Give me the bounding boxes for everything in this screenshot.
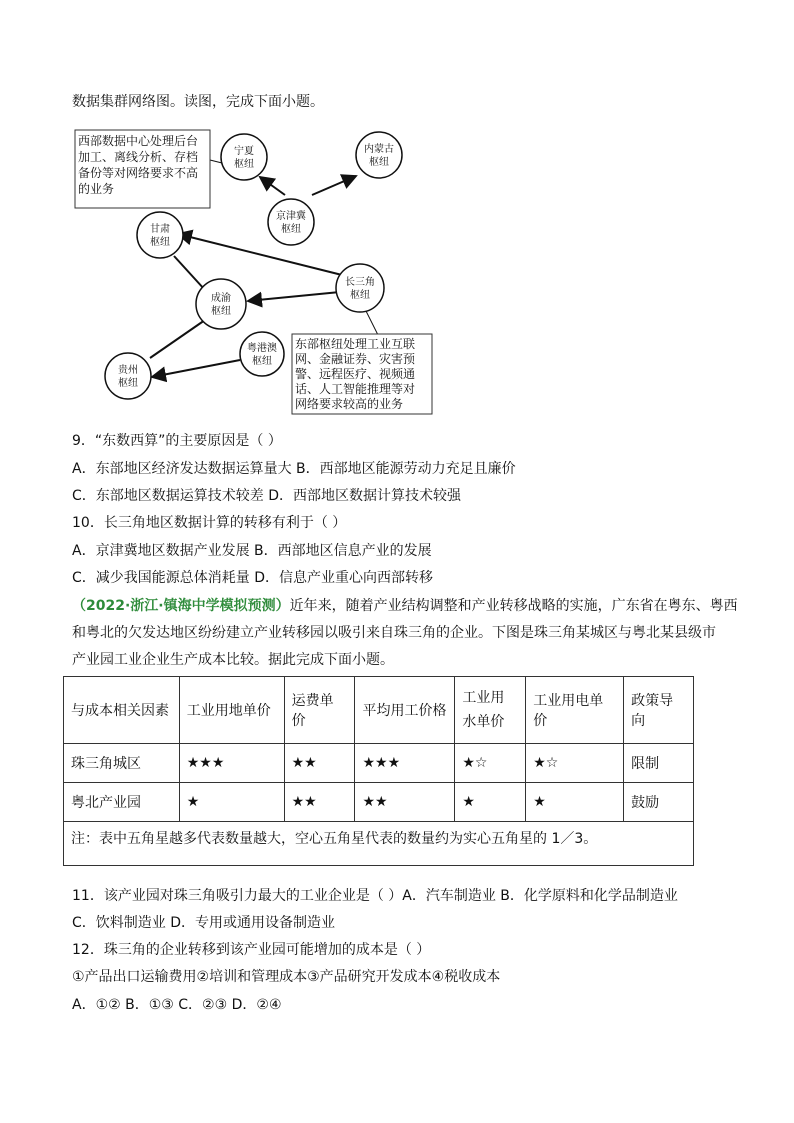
east-note-line: 网络要求较高的业务 bbox=[295, 397, 404, 411]
passage-line-2: 和粤北的欠发达地区纷纷建立产业转移园以吸引来自珠三角的企业。下图是珠三角某城区与粤北某县级市 bbox=[72, 625, 716, 641]
west-note-line: 备份等对网络要求不高 bbox=[78, 166, 199, 180]
table-cell: 粤北产业园 bbox=[64, 783, 180, 822]
passage-line-3: 产业园工业企业生产成本比较。据此完成下面小题。 bbox=[72, 652, 394, 668]
svg-text:京津冀: 京津冀 bbox=[276, 211, 306, 222]
q10-options-cd: C．减少我国能源总体消耗量 D．信息产业重心向西部转移 bbox=[72, 570, 434, 586]
q12-items: ①产品出口运输费用②培训和管理成本③产品研究开发成本④税收成本 bbox=[72, 969, 501, 985]
svg-text:东部枢纽处理工业互联 网、金融证券、灾害预 bbox=[295, 336, 419, 411]
arrow-changsanjiao-chengyu bbox=[248, 292, 340, 301]
header-cell: 与成本相关因素 bbox=[64, 677, 180, 744]
table-row bbox=[64, 783, 694, 822]
svg-text:枢纽: 枢纽 bbox=[234, 159, 254, 170]
question-source: （2022·浙江·镇海中学模拟预测） bbox=[72, 598, 290, 614]
q9-options-ab: A．东部地区经济发达数据运算量大 B．西部地区能源劳动力充足且廉价 bbox=[72, 461, 516, 477]
table-cell: ★★ bbox=[284, 783, 355, 822]
arrow-changsanjiao-gansu bbox=[178, 234, 342, 275]
header-cell: 平均用工价格 bbox=[355, 677, 455, 744]
header-cell: 运费单价 bbox=[284, 677, 355, 744]
svg-text:宁夏: 宁夏 bbox=[234, 146, 254, 157]
table-cell: 限制 bbox=[624, 744, 694, 783]
svg-text:长三角: 长三角 bbox=[345, 277, 375, 288]
arrow-jingjinji-ningxia bbox=[260, 177, 285, 195]
table-cell: 珠三角城区 bbox=[64, 744, 180, 783]
node-chengyu bbox=[196, 279, 246, 329]
svg-text:枢纽: 枢纽 bbox=[369, 157, 389, 168]
west-note-line: 加工、离线分析、存档 bbox=[78, 150, 199, 164]
table-header-row bbox=[64, 677, 694, 744]
west-note-line: 西部数据中心处理后台 bbox=[78, 134, 199, 148]
table-cell: ★ bbox=[179, 783, 284, 822]
table-cell: ★ bbox=[526, 783, 624, 822]
q9-options-cd: C．东部地区数据运算技术较差 D．西部地区数据计算技术较强 bbox=[72, 488, 462, 504]
q11-stem: 11．该产业园对珠三角吸引力最大的工业企业是（ ）A．汽车制造业 B．化学原料和化学品制造业 bbox=[72, 888, 678, 904]
svg-text:成渝: 成渝 bbox=[211, 293, 231, 304]
node-guizhou bbox=[105, 353, 151, 399]
q10-options-ab: A．京津冀地区数据产业发展 B．西部地区信息产业的发展 bbox=[72, 543, 432, 559]
node-gansu bbox=[137, 212, 183, 258]
svg-text:枢纽: 枢纽 bbox=[281, 224, 301, 235]
header-cell: 政策导向 bbox=[624, 677, 694, 744]
arrow-yuegangao-guizhou bbox=[152, 360, 240, 377]
table-note-row bbox=[64, 822, 694, 866]
svg-text:枢纽: 枢纽 bbox=[211, 306, 231, 317]
header-cell: 工业用地单价 bbox=[179, 677, 284, 744]
table-cell: ★☆ bbox=[526, 744, 624, 783]
q10-stem: 10．长三角地区数据计算的转移有利于（ ） bbox=[72, 515, 347, 531]
q12-stem: 12．珠三角的企业转移到该产业园可能增加的成本是（ ） bbox=[72, 942, 431, 958]
west-note-callout bbox=[75, 130, 210, 208]
east-note-line: 网、金融证券、灾害预 bbox=[295, 352, 416, 366]
svg-text:甘肃: 甘肃 bbox=[150, 224, 170, 235]
table-cell: ★ bbox=[455, 783, 526, 822]
intro-text: 数据集群网络图。读图，完成下面小题。 bbox=[72, 94, 324, 110]
east-note-line: 话、人工智能推理等对 bbox=[295, 382, 416, 396]
cost-comparison-table bbox=[63, 676, 694, 866]
table-cell: ★☆ bbox=[455, 744, 526, 783]
data-center-network-diagram bbox=[0, 0, 794, 430]
svg-text:枢纽: 枢纽 bbox=[350, 290, 370, 301]
q9-stem: 9．“东数西算”的主要原因是（ ） bbox=[72, 433, 282, 449]
arrow-jingjinji-neimenggu bbox=[312, 176, 356, 195]
table-cell: ★★ bbox=[355, 783, 455, 822]
table-row bbox=[64, 744, 694, 783]
header-cell: 工业用水单价 bbox=[455, 677, 526, 744]
svg-text:枢纽: 枢纽 bbox=[118, 378, 138, 389]
table-cell: ★★★ bbox=[179, 744, 284, 783]
node-yuegangao bbox=[240, 332, 284, 376]
node-jingjinji bbox=[268, 199, 314, 245]
svg-text:枢纽: 枢纽 bbox=[150, 237, 170, 248]
table-cell: ★★ bbox=[284, 744, 355, 783]
table-cell: 鼓励 bbox=[624, 783, 694, 822]
table-cell: ★★★ bbox=[355, 744, 455, 783]
east-note-line: 东部枢纽处理工业互联 bbox=[295, 337, 416, 351]
node-neimenggu bbox=[356, 132, 402, 178]
q12-options: A．①② B．①③ C．②③ D．②④ bbox=[72, 997, 282, 1013]
east-note-callout bbox=[292, 334, 432, 414]
table-note: 注：表中五角星越多代表数量越大，空心五角星代表的数量约为实心五角星的 1／3。 bbox=[64, 822, 694, 866]
svg-text:粤港澳: 粤港澳 bbox=[247, 343, 277, 354]
passage-line-1: （2022·浙江·镇海中学模拟预测）近年来，随着产业结构调整和产业转移战略的实施，广东省在粤东、粤西 bbox=[72, 598, 738, 614]
header-cell: 工业用电单价 bbox=[526, 677, 624, 744]
svg-text:内蒙古: 内蒙古 bbox=[364, 144, 394, 155]
east-note-line: 警、远程医疗、视频通 bbox=[295, 367, 416, 381]
node-changsanjiao bbox=[336, 264, 384, 312]
west-note-line: 的业务 bbox=[78, 182, 115, 196]
node-ningxia bbox=[221, 134, 267, 180]
svg-text:贵州: 贵州 bbox=[118, 365, 138, 376]
svg-text:枢纽: 枢纽 bbox=[252, 356, 272, 367]
line-chengyu-guizhou bbox=[150, 320, 205, 358]
line-chengyu-gansu bbox=[174, 256, 205, 290]
q11-options-cd: C．饮料制造业 D．专用或通用设备制造业 bbox=[72, 915, 336, 931]
